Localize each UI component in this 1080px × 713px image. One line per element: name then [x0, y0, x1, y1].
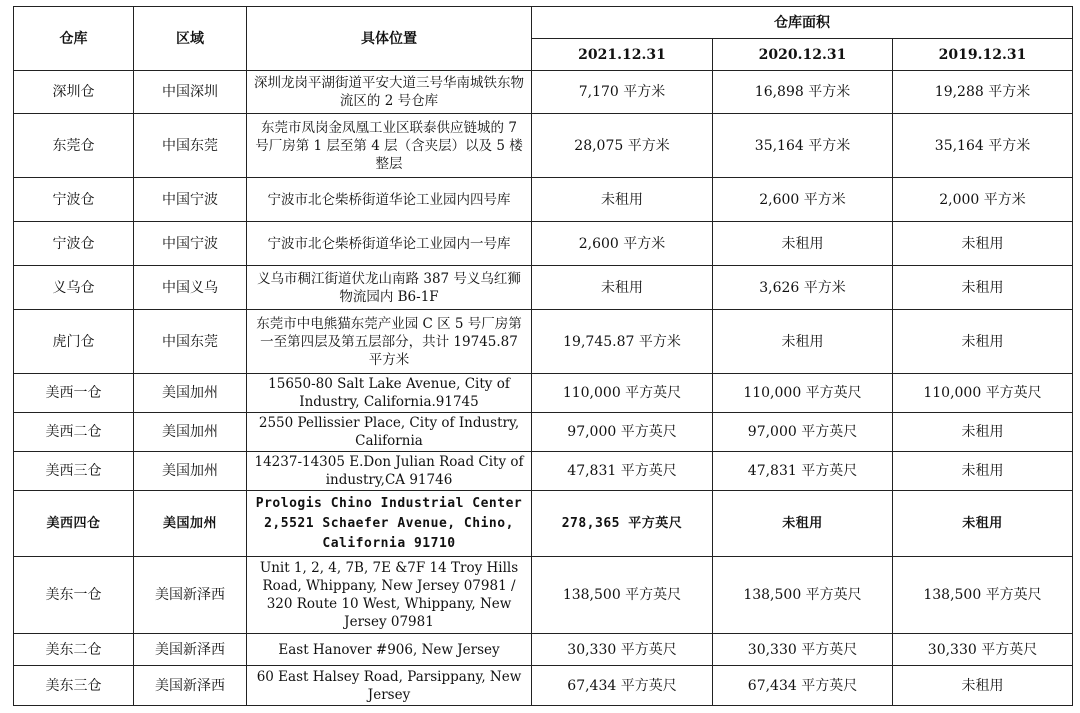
cell-area-2020: 67,434 平方英尺 [713, 666, 893, 706]
cell-region: 中国深圳 [134, 71, 247, 114]
cell-area-2020: 未租用 [713, 491, 893, 557]
cell-area-2020: 47,831 平方英尺 [713, 452, 893, 491]
cell-region: 美国新泽西 [134, 634, 247, 666]
cell-area-2019: 未租用 [893, 491, 1073, 557]
cell-location: Unit 1, 2, 4, 7B, 7E &7F 14 Troy Hills Road, Whippany, New Jersey 07981 / 320 Route 10 West, Whippany, New Jersey 07981 [247, 557, 532, 634]
cell-area-2019: 30,330 平方英尺 [893, 634, 1073, 666]
header-warehouse: 仓库 [14, 7, 134, 71]
cell-location: 东莞市凤岗金凤凰工业区联泰供应链城的 7 号厂房第 1 层至第 4 层（含夹层）以及 5 楼整层 [247, 114, 532, 178]
cell-area-2021: 30,330 平方英尺 [532, 634, 713, 666]
cell-area-2019: 未租用 [893, 452, 1073, 491]
cell-warehouse: 美东二仓 [14, 634, 134, 666]
table-row [14, 452, 1073, 491]
header-region: 区域 [134, 7, 247, 71]
cell-warehouse: 美西四仓 [14, 491, 134, 557]
cell-warehouse: 美西二仓 [14, 413, 134, 452]
cell-warehouse: 东莞仓 [14, 114, 134, 178]
cell-area-2020: 未租用 [713, 222, 893, 266]
header-area-group: 仓库面积 [532, 7, 1073, 39]
cell-region: 美国加州 [134, 452, 247, 491]
table-row [14, 413, 1073, 452]
cell-region: 中国东莞 [134, 310, 247, 374]
cell-area-2021: 110,000 平方英尺 [532, 374, 713, 413]
cell-warehouse: 义乌仓 [14, 266, 134, 310]
table-row [14, 71, 1073, 114]
cell-location: East Hanover #906, New Jersey [247, 634, 532, 666]
table-row [14, 266, 1073, 310]
cell-area-2021: 278,365 平方英尺 [532, 491, 713, 557]
cell-region: 美国加州 [134, 413, 247, 452]
cell-area-2019: 未租用 [893, 310, 1073, 374]
cell-region: 中国宁波 [134, 222, 247, 266]
cell-area-2020: 97,000 平方英尺 [713, 413, 893, 452]
table-row [14, 491, 1073, 557]
cell-area-2019: 138,500 平方英尺 [893, 557, 1073, 634]
cell-area-2019: 19,288 平方米 [893, 71, 1073, 114]
cell-warehouse: 美西三仓 [14, 452, 134, 491]
cell-region: 中国东莞 [134, 114, 247, 178]
cell-area-2019: 未租用 [893, 666, 1073, 706]
header-location: 具体位置 [247, 7, 532, 71]
table-row [14, 222, 1073, 266]
header-year-2020: 2020.12.31 [713, 39, 893, 71]
cell-location: 14237-14305 E.Don Julian Road City of industry,CA 91746 [247, 452, 532, 491]
cell-area-2020: 110,000 平方英尺 [713, 374, 893, 413]
cell-warehouse: 美西一仓 [14, 374, 134, 413]
table-row [14, 374, 1073, 413]
table-row [14, 666, 1073, 706]
cell-area-2021: 2,600 平方米 [532, 222, 713, 266]
cell-location: 15650-80 Salt Lake Avenue, City of Industry, California.91745 [247, 374, 532, 413]
cell-region: 美国新泽西 [134, 557, 247, 634]
cell-area-2021: 19,745.87 平方米 [532, 310, 713, 374]
cell-region: 中国宁波 [134, 178, 247, 222]
cell-area-2021: 97,000 平方英尺 [532, 413, 713, 452]
cell-location: 深圳龙岗平湖街道平安大道三号华南城铁东物流区的 2 号仓库 [247, 71, 532, 114]
cell-area-2021: 28,075 平方米 [532, 114, 713, 178]
cell-area-2020: 2,600 平方米 [713, 178, 893, 222]
cell-area-2021: 67,434 平方英尺 [532, 666, 713, 706]
table-row [14, 114, 1073, 178]
header-year-2021: 2021.12.31 [532, 39, 713, 71]
table-row [14, 310, 1073, 374]
cell-area-2019: 未租用 [893, 413, 1073, 452]
cell-warehouse: 深圳仓 [14, 71, 134, 114]
cell-area-2019: 110,000 平方英尺 [893, 374, 1073, 413]
cell-area-2019: 2,000 平方米 [893, 178, 1073, 222]
cell-area-2021: 未租用 [532, 266, 713, 310]
cell-warehouse: 宁波仓 [14, 222, 134, 266]
cell-warehouse: 宁波仓 [14, 178, 134, 222]
cell-warehouse: 虎门仓 [14, 310, 134, 374]
cell-area-2020: 138,500 平方英尺 [713, 557, 893, 634]
header-year-2019: 2019.12.31 [893, 39, 1073, 71]
cell-area-2020: 未租用 [713, 310, 893, 374]
cell-area-2021: 未租用 [532, 178, 713, 222]
cell-area-2020: 30,330 平方英尺 [713, 634, 893, 666]
cell-area-2021: 7,170 平方米 [532, 71, 713, 114]
cell-area-2021: 138,500 平方英尺 [532, 557, 713, 634]
cell-warehouse: 美东三仓 [14, 666, 134, 706]
cell-location: 宁波市北仑柴桥街道华论工业园内一号库 [247, 222, 532, 266]
cell-warehouse: 美东一仓 [14, 557, 134, 634]
cell-area-2020: 35,164 平方米 [713, 114, 893, 178]
cell-location: 60 East Halsey Road, Parsippany, New Jersey [247, 666, 532, 706]
cell-location: 2550 Pellissier Place, City of Industry, California [247, 413, 532, 452]
table-row [14, 634, 1073, 666]
cell-area-2020: 16,898 平方米 [713, 71, 893, 114]
cell-area-2019: 35,164 平方米 [893, 114, 1073, 178]
cell-region: 美国新泽西 [134, 666, 247, 706]
cell-area-2019: 未租用 [893, 222, 1073, 266]
table-row [14, 178, 1073, 222]
cell-location: Prologis Chino Industrial Center 2,5521 Schaefer Avenue, Chino, California 91710 [247, 491, 532, 557]
cell-location: 义乌市稠江街道伏龙山南路 387 号义乌红狮物流园内 B6-1F [247, 266, 532, 310]
table-row [14, 557, 1073, 634]
cell-region: 美国加州 [134, 491, 247, 557]
cell-area-2020: 3,626 平方米 [713, 266, 893, 310]
cell-area-2021: 47,831 平方英尺 [532, 452, 713, 491]
warehouse-area-table [13, 6, 1073, 706]
cell-area-2019: 未租用 [893, 266, 1073, 310]
warehouse-table-container [13, 6, 1073, 706]
cell-region: 美国加州 [134, 374, 247, 413]
cell-location: 宁波市北仑柴桥街道华论工业园内四号库 [247, 178, 532, 222]
cell-location: 东莞市中电熊猫东莞产业园 C 区 5 号厂房第一至第四层及第五层部分，共计 19745.87 平方米 [247, 310, 532, 374]
cell-region: 中国义乌 [134, 266, 247, 310]
